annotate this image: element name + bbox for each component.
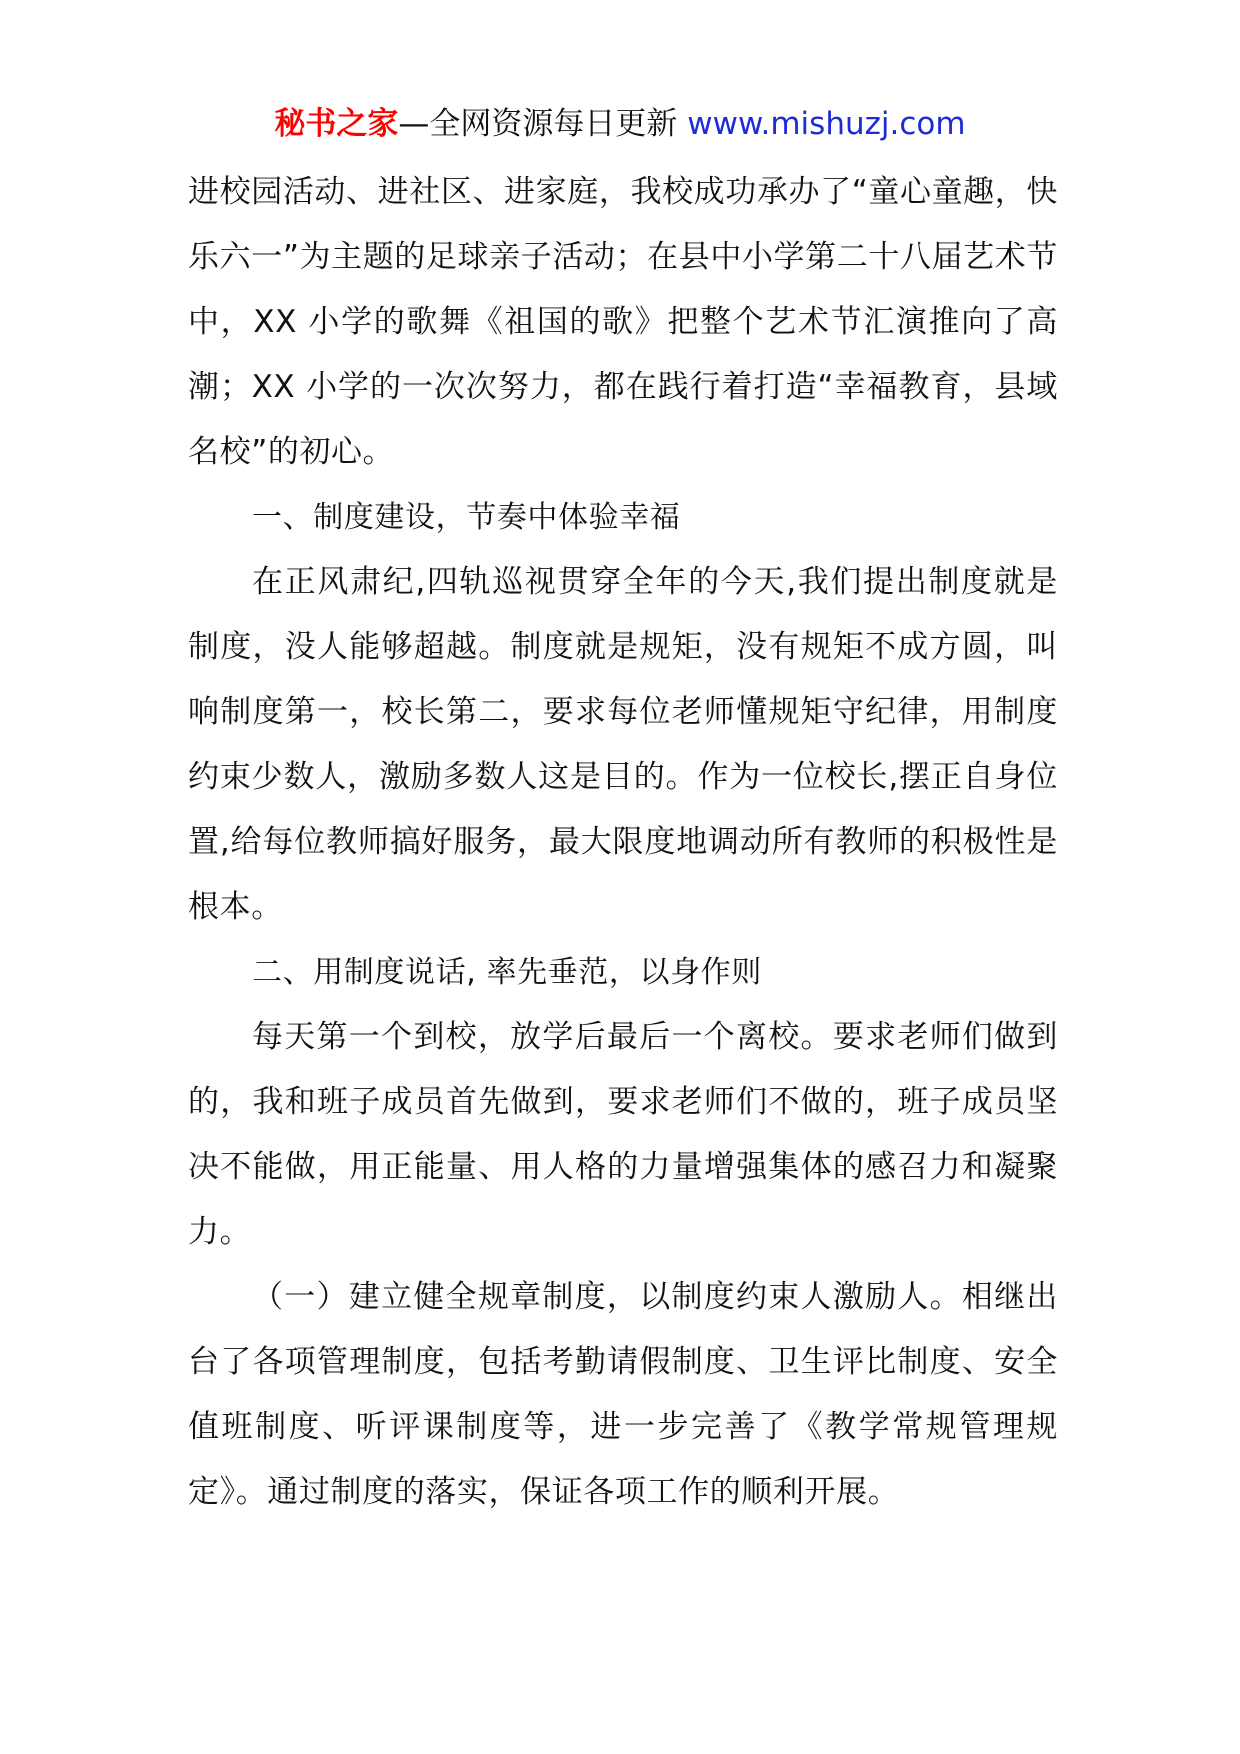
paragraph-continued: 进校园活动、进社区、进家庭，我校成功承办了“童心童趣，快乐六一”为主题的足球亲子活动；在县中小学第二十八届艺术节中，XX 小学的歌舞《祖国的歌》把整个艺术节汇演推向了高潮；XX 小学的一次次努力，都在践行着打造“幸福教育，县域名校”的初心。	[188, 174, 1058, 470]
header-tagline: —全网资源每日更新	[398, 106, 688, 142]
brand-name: 秘书之家	[274, 106, 399, 142]
paragraph: 在正风肃纪,四轨巡视贯穿全年的今天,我们提出制度就是制度，没人能够超越。制度就是规矩，没有规矩不成方圆，叫响制度第一，校长第二，要求每位老师懂规矩守纪律，用制度约束少数人，激励多数人这是目的。作为一位校长,摆正自身位置,给每位教师搞好服务，最大限度地调动所有教师的积极性是根本。	[188, 564, 1058, 925]
section-heading-1: 一、制度建设，节奏中体验幸福	[252, 500, 681, 535]
document-body	[188, 160, 1058, 1525]
site-header	[0, 102, 1240, 146]
site-url: www.mishuzj.com	[687, 106, 966, 142]
section-heading-2: 二、用制度说话, 率先垂范，以身作则	[252, 955, 762, 990]
paragraph: （一）建立健全规章制度，以制度约束人激励人。相继出台了各项管理制度，包括考勤请假制度、卫生评比制度、安全值班制度、听评课制度等，进一步完善了《教学常规管理规定》。通过制度的落实，保证各项工作的顺利开展。	[188, 1279, 1058, 1510]
paragraph: 每天第一个到校，放学后最后一个离校。要求老师们做到的，我和班子成员首先做到，要求老师们不做的，班子成员坚决不能做，用正能量、用人格的力量增强集体的感召力和凝聚力。	[188, 1019, 1058, 1250]
